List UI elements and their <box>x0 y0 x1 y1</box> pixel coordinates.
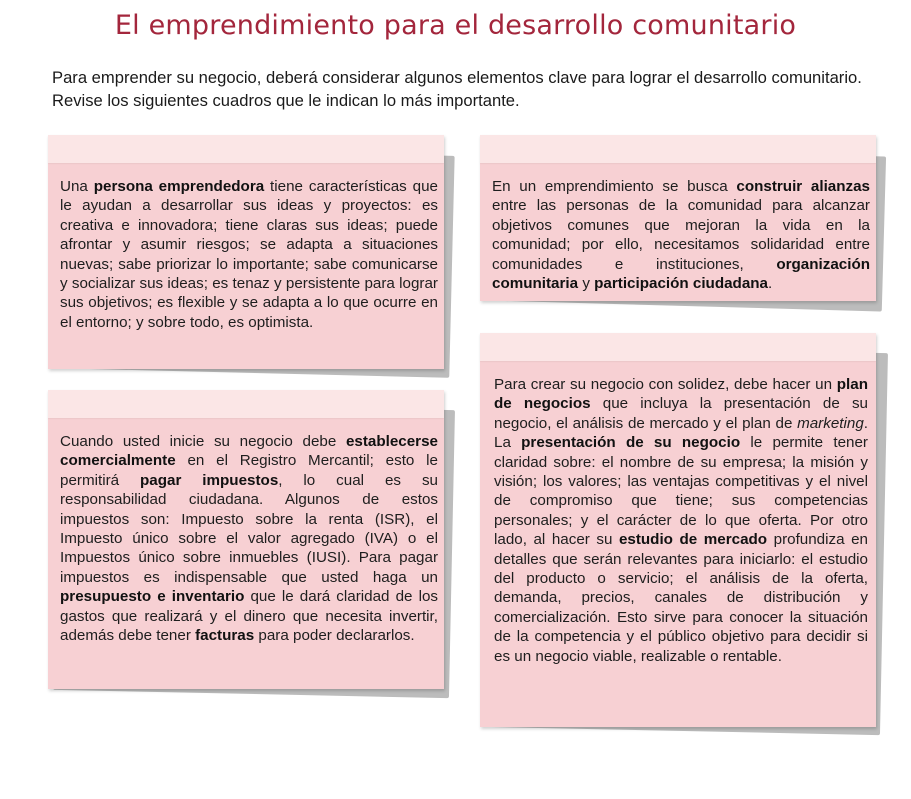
note-card-alliances <box>480 135 884 307</box>
emphasis-text: plan de negocios <box>494 376 868 413</box>
page-title: El emprendimiento para el desarrollo comunitario <box>114 10 797 41</box>
emphasis-text: facturas <box>195 627 255 645</box>
card-header-band <box>48 135 444 163</box>
card-text <box>494 375 868 666</box>
body-text: profundiza en detalles que serán relevantes para iniciarlo: el estudio del producto o servicio; el análisis de la oferta, demanda, precios, canales de distribución y comercialización. Esto sirve para conocer la situación de la competencia y el público objetivo para decidir si es un negocio viable, realizable o rentable. <box>494 531 868 665</box>
body-text: y <box>578 275 595 293</box>
note-card-business-plan <box>480 333 884 733</box>
body-text: . <box>768 275 773 293</box>
card-paper <box>480 333 876 727</box>
emphasis-text: presentación de su negocio <box>521 434 741 452</box>
note-card-taxes <box>48 390 452 695</box>
card-paper <box>48 135 444 369</box>
body-text: , lo cual es su responsabilidad ciudadana. Algunos de estos impuestos son: Impuesto sobre la renta (ISR), el Impuesto único sobre el valor agregado (IVA) o el Impuestos único sobre inmuebles (IUSI). Para pagar impuestos es indispensable que usted haga un <box>60 471 438 586</box>
card-header-band <box>480 333 876 361</box>
body-text: tiene características que le ayudan a desarrollar sus ideas y proyectos: es creativa e innovadora; tiene claras sus ideas; puede afrontar y asumir riesgos; se adapta a situaciones nuevas; sabe priorizar lo importante; sabe comunicarse y socializar sus ideas; es tenaz y persistente para lograr sus objetivos; es flexible y se adapta a lo que ocurre en el entorno; y sobre todo, es optimista. <box>60 178 438 331</box>
intro-paragraph: Para emprender su negocio, deberá considerar algunos elementos clave para lograr el desarrollo comunitario. Revise los siguientes cuadros que le indican lo más importante. <box>52 68 862 110</box>
emphasis-text: establecerse comercialmente <box>60 433 438 470</box>
card-text <box>60 177 438 332</box>
card-text <box>492 177 870 293</box>
card-paper <box>480 135 876 301</box>
body-text: que le dará claridad de los gastos que realizará y el dinero que necesita invertir, además debe tener <box>60 588 438 645</box>
body-text: En un emprendimiento se busca <box>492 178 737 195</box>
body-text: Para crear su negocio con solidez, debe hacer un <box>494 376 837 393</box>
card-paper <box>48 390 444 689</box>
emphasis-text: construir alianzas <box>736 178 870 195</box>
emphasis-text: presupuesto e inventario <box>60 588 245 606</box>
body-text: para poder declararlos. <box>254 627 415 645</box>
body-text: le permite tener claridad sobre: el nombre de su empresa; la misión y visión; los valores; las ventajas competitivas y el nivel de compromiso que tiene; sus competencias personales; y el carácter de lo que oferta. Por otro lado, al hacer su <box>494 434 868 549</box>
body-text: . La <box>494 414 868 452</box>
body-text: Cuando usted inicie su negocio debe <box>60 433 346 450</box>
card-text <box>60 432 438 645</box>
note-card-entrepreneur <box>48 135 452 375</box>
body-text: Una <box>60 178 94 195</box>
body-text: que incluya la presentación de su negocio, el análisis de mercado y el plan de <box>494 395 868 432</box>
card-header-band <box>48 390 444 418</box>
emphasis-text: persona emprendedora <box>93 178 265 195</box>
card-header-band <box>480 135 876 163</box>
italic-text: marketing <box>797 414 864 432</box>
body-text: entre las personas de la comunidad para alcanzar objetivos comunes que mejoran la vida en la comunidad; por ello, necesitamos solidaridad entre comunidades e instituciones, <box>492 197 870 273</box>
body-text: en el Registro Mercantil; esto le permitirá <box>60 452 438 489</box>
emphasis-text: participación ciudadana <box>594 275 768 293</box>
emphasis-text: organización comunitaria <box>492 255 870 293</box>
emphasis-text: estudio de mercado <box>618 531 768 549</box>
emphasis-text: pagar impuestos <box>140 471 279 489</box>
